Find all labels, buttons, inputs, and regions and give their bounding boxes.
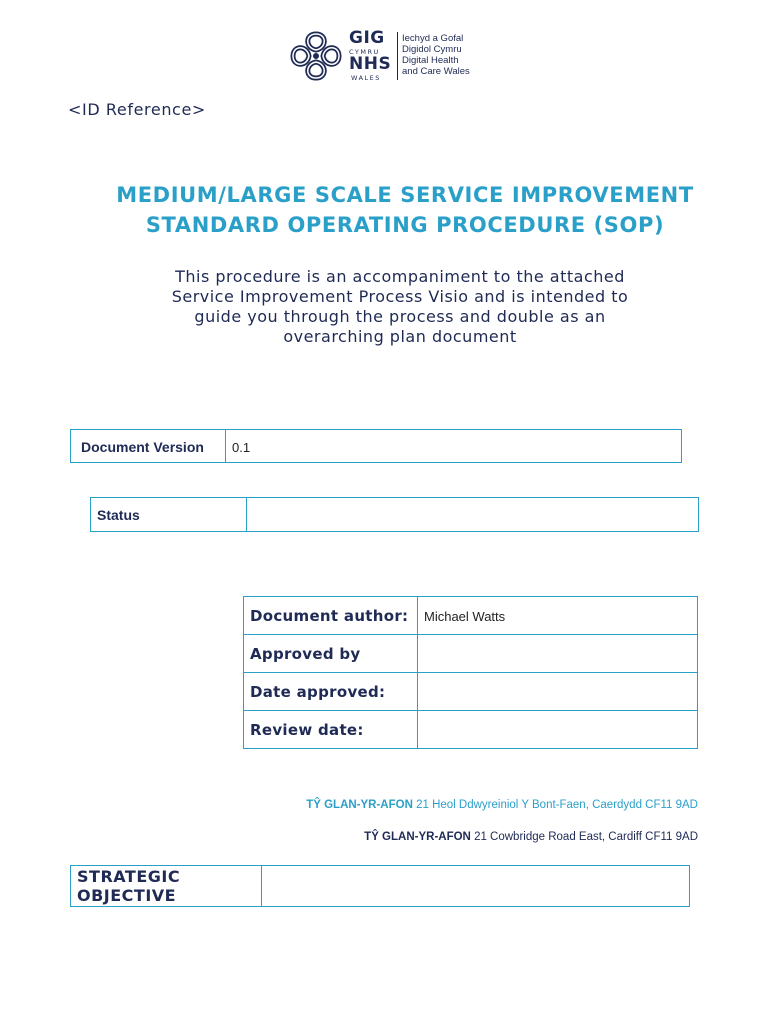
logo-cymru-text: CYMRU (349, 48, 380, 56)
celtic-knot-icon (287, 28, 345, 84)
nhs-wales-logo (287, 28, 477, 84)
logo-organisation-name (402, 33, 470, 77)
title-line-1: MEDIUM/LARGE SCALE SERVICE IMPROVEMENT (116, 183, 694, 207)
english-address (364, 831, 698, 843)
strategic-objective-label (77, 867, 261, 905)
logo-line-4: and Care Wales (402, 66, 470, 77)
logo-divider (397, 32, 398, 80)
status-table (90, 497, 699, 532)
description-line-1: This procedure is an accompaniment to the attached (175, 267, 625, 286)
description-line-3: guide you through the process and double as an (194, 307, 606, 326)
document-title (60, 180, 750, 240)
strategic-objective-label-cell (71, 866, 262, 907)
status-label-cell (91, 498, 247, 532)
author-row (244, 597, 698, 635)
status-value-cell (247, 498, 699, 532)
logo-gig-text: GIG (349, 28, 385, 48)
review-date-label: Review date: (250, 721, 364, 739)
status-label: Status (97, 507, 140, 523)
document-version-value: 0.1 (232, 439, 251, 455)
approved-by-row (244, 635, 698, 673)
document-version-label-cell (71, 430, 226, 463)
date-approved-value-cell (418, 673, 698, 711)
strategic-objective-label-line-2: OBJECTIVE (77, 886, 177, 905)
review-date-value-cell (418, 711, 698, 749)
description-line-4: overarching plan document (283, 327, 517, 346)
approved-by-label: Approved by (250, 645, 361, 663)
logo-line-2: Digidol Cymru (402, 44, 462, 55)
author-value-cell (418, 597, 698, 635)
date-approved-label-cell (244, 673, 418, 711)
author-label: Document author: (250, 607, 409, 625)
title-line-2: STANDARD OPERATING PROCEDURE (SOP) (145, 213, 665, 237)
logo-wales-text: WALES (351, 74, 381, 82)
strategic-objective-label-line-1: STRATEGIC (77, 867, 181, 886)
description-line-2: Service Improvement Process Visio and is intended to (171, 287, 629, 306)
welsh-address-street: 21 Heol Ddwyreiniol Y Bont-Faen, Caerdydd CF11 9AD (416, 799, 698, 811)
document-author-table (243, 596, 698, 749)
date-approved-label: Date approved: (250, 683, 386, 701)
document-description (100, 267, 700, 347)
logo-nhs-text: NHS (349, 54, 392, 74)
approved-by-label-cell (244, 635, 418, 673)
document-version-value-cell (226, 430, 682, 463)
approved-by-value-cell (418, 635, 698, 673)
author-value: Michael Watts (424, 609, 506, 624)
english-address-building: TŶ GLAN-YR-AFON (364, 831, 471, 843)
review-date-row (244, 711, 698, 749)
document-version-table (70, 429, 682, 463)
strategic-objective-value-cell (262, 866, 690, 907)
author-label-cell (244, 597, 418, 635)
logo-line-3: Digital Health (402, 55, 459, 66)
welsh-address (306, 799, 698, 811)
review-date-label-cell (244, 711, 418, 749)
strategic-objective-table (70, 865, 690, 907)
id-reference: <ID Reference> (68, 100, 206, 119)
english-address-street: 21 Cowbridge Road East, Cardiff CF11 9AD (474, 831, 698, 843)
logo-line-1: Iechyd a Gofal (402, 33, 464, 44)
document-version-label: Document Version (81, 438, 204, 455)
date-approved-row (244, 673, 698, 711)
welsh-address-building: TŶ GLAN-YR-AFON (306, 799, 413, 811)
